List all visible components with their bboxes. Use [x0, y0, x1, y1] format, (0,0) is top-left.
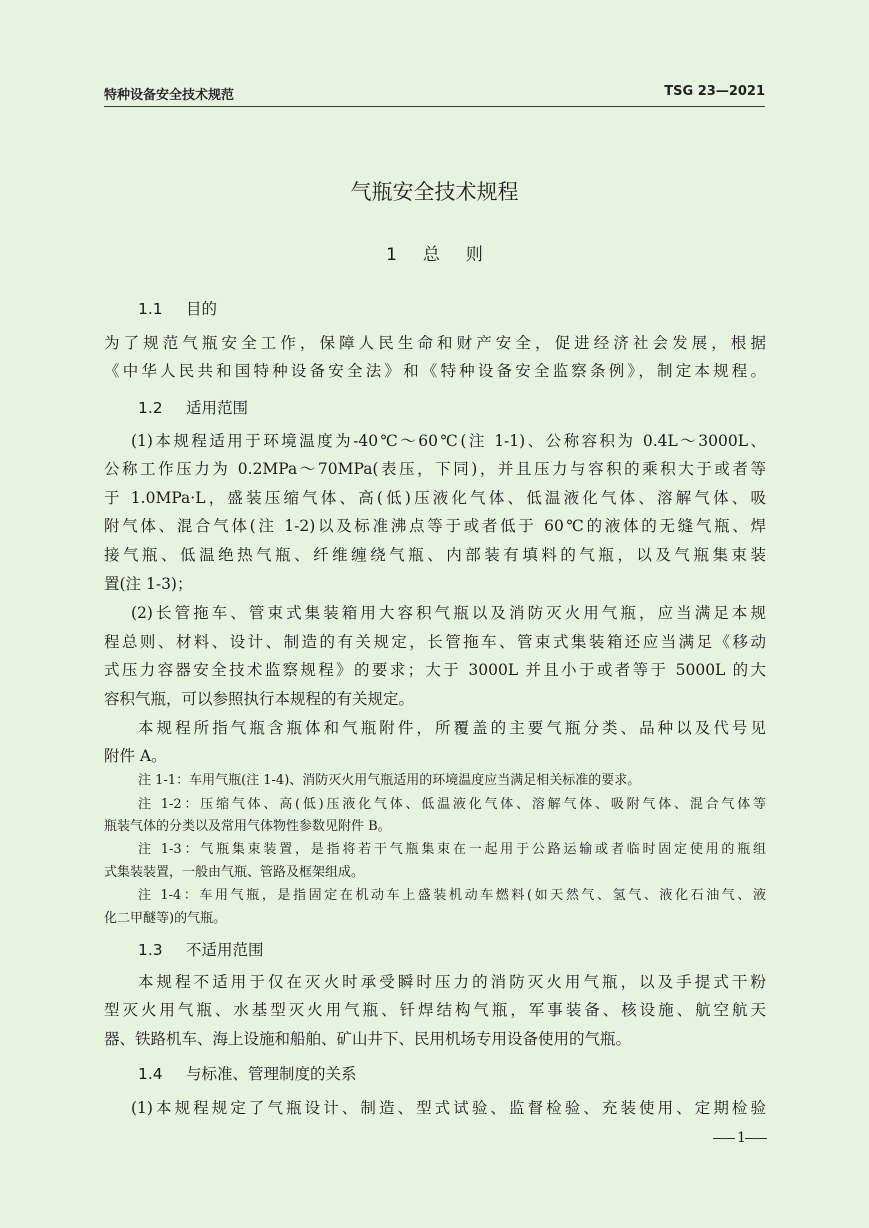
document-title: 气瓶安全技术规程 [350, 180, 519, 204]
note-line: 式集装装置，一般由气瓶、管路及框架组成。 [104, 865, 365, 880]
section-title: 不适用范围 [186, 941, 264, 959]
note-line: 注 1-2：压缩气体、高(低)压液化气体、低温液化气体、溶解气体、吸附气体、混合气体等 [138, 797, 766, 812]
section-title: 与标准、管理制度的关系 [186, 1065, 357, 1083]
footer-dash-left [713, 1138, 735, 1139]
paragraph-line: 型灭火用气瓶、水基型灭火用气瓶、钎焊结构气瓶，军事装备、核设施、航空航天 [104, 1001, 766, 1019]
note-line: 注 1-4：车用气瓶，是指固定在机动车上盛装机动车燃料(如天然气、氢气、液化石油气、液 [138, 888, 766, 903]
note-line: 注 1-3：气瓶集束装置，是指将若干气瓶集束在一起用于公路运输或者临时固定使用的瓶组 [138, 842, 766, 857]
paragraph-line: 于 1.0MPa·L，盛装压缩气体、高(低)压液化气体、低温液化气体、溶解气体、吸 [104, 489, 766, 507]
paragraph-line: 器、铁路机车、海上设施和船舶、矿山井下、民用机场专用设备使用的气瓶。 [104, 1030, 632, 1048]
paragraph-line: 式压力容器安全技术监察规程》的要求；大于 3000L 并且小于或者等于 5000L 的大 [104, 661, 766, 679]
chapter-heading: 1总则 [386, 245, 509, 265]
section-heading-1-1 [138, 297, 217, 319]
header-rule [104, 106, 765, 107]
section-number: 1.4 [138, 1065, 163, 1083]
page-number: 1 [737, 1130, 746, 1146]
paragraph-line: 为了规范气瓶安全工作，保障人民生命和财产安全，促进经济社会发展，根据 [104, 334, 766, 352]
page-header-left: 特种设备安全技术规范 [104, 88, 235, 103]
paragraph-line: 《中华人民共和国特种设备安全法》和《特种设备安全监察条例》，制定本规程。 [104, 362, 766, 380]
note-line: 化二甲醚等)的气瓶。 [104, 911, 227, 926]
section-number: 1.3 [138, 941, 163, 959]
paragraph-line: 附件 A。 [104, 747, 167, 765]
note-line: 瓶装气体的分类以及常用气体物性参数见附件 B。 [104, 819, 391, 834]
footer-dash-right [745, 1138, 767, 1139]
paragraph-line: 公称工作压力为 0.2MPa～70MPa(表压，下同)，并且压力与容积的乘积大于或者等 [104, 460, 766, 478]
section-heading-1-3 [138, 938, 264, 960]
paragraph-line: (1)本规程规定了气瓶设计、制造、型式试验、监督检验、充装使用、定期检验 [131, 1099, 766, 1117]
note-line: 注 1-1：车用气瓶(注 1-4)、消防灭火用气瓶适用的环境温度应当满足相关标准的要求。 [138, 773, 641, 788]
section-heading-1-2 [138, 396, 248, 418]
section-title: 适用范围 [186, 399, 249, 417]
paragraph-line: 接气瓶、低温绝热气瓶、纤维缠绕气瓶、内部装有填料的气瓶，以及气瓶集束装 [104, 546, 766, 564]
section-title: 目的 [186, 300, 218, 318]
paragraph-line: 附气体、混合气体(注 1-2)以及标准沸点等于或者低于 60℃的液体的无缝气瓶、焊 [104, 517, 766, 535]
section-number: 1.2 [138, 399, 163, 417]
section-heading-1-4 [138, 1062, 357, 1084]
section-number: 1.1 [138, 300, 163, 318]
paragraph-line: (2)长管拖车、管束式集装箱用大容积气瓶以及消防灭火用气瓶，应当满足本规 [131, 604, 766, 622]
paragraph-line: 容积气瓶，可以参照执行本规程的有关规定。 [104, 690, 415, 708]
paragraph-line: (1)本规程适用于环境温度为-40℃～60℃(注 1-1)、公称容积为 0.4L～3000L、 [131, 432, 766, 450]
paragraph-line: 本规程不适用于仅在灭火时承受瞬时压力的消防灭火用气瓶，以及手提式干粉 [138, 973, 766, 991]
paragraph-line: 置(注 1-3)； [104, 575, 193, 593]
page-header-right: TSG 23—2021 [664, 84, 765, 99]
paragraph-line: 本规程所指气瓶含瓶体和气瓶附件，所覆盖的主要气瓶分类、品种以及代号见 [138, 719, 766, 737]
paragraph-line: 程总则、材料、设计、制造的有关规定，长管拖车、管束式集装箱还应当满足《移动 [104, 633, 766, 651]
